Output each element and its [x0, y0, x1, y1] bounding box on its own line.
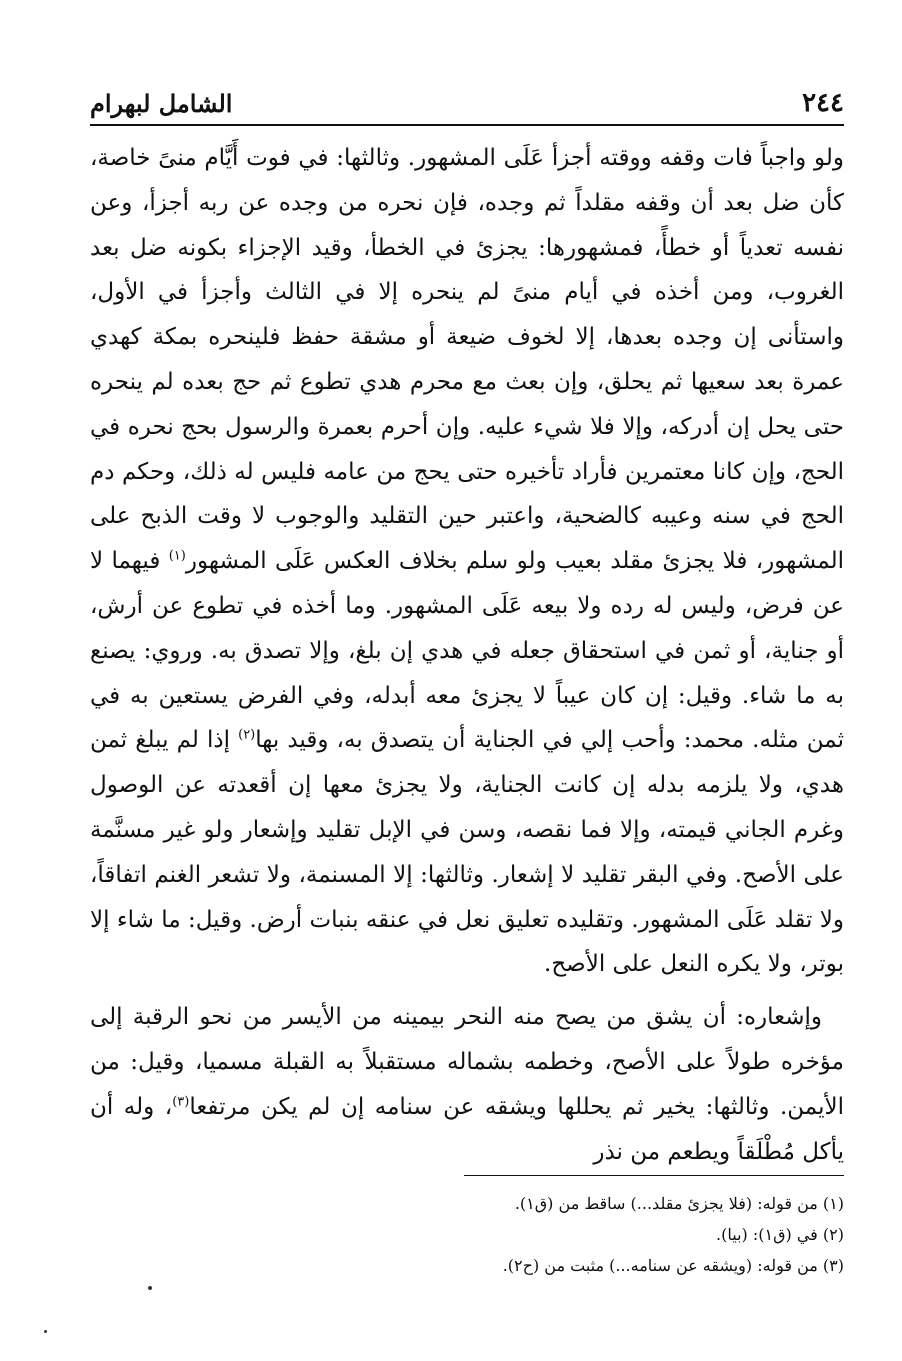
scan-speck	[148, 1286, 152, 1290]
footnote-2: (٢) في (ق١): (بيا).	[716, 1225, 844, 1244]
paragraph-2-text-a: وإشعاره: أن يشق من يصح منه النحر بيمينه من الأيسر من نحو الرقبة إلى مؤخره طولاً على الأصح، وخطمه بشماله مستقبلاً به القبلة مسميا، وقيل: من الأيمن. وثالثها: يخير ثم يحللها ويشقه عن سنامه إن لم يكن مرتفعا	[90, 1004, 844, 1120]
page-number: ٢٤٤	[802, 88, 844, 118]
paragraph-1-text-b: فيهما لا عن فرض، وليس له رده ولا بيعه عَلَى المشهور. وما أخذه في تطوع عن أرش، أو جناية، أو ثمن في استحقاق جعله في هدي إن بلغ، وإلا تصدق به. وروي: يصنع به ما شاء. وقيل: إن كان عيباً لا يجزئ معه أبدله، وفي الفرض يستعين به في ثمن مثله. محمد: وأحب إلي في الجناية أن يتصدق به، وقيد بها	[90, 548, 844, 754]
page-header	[90, 66, 844, 126]
footnote-ref-2: (٢)	[238, 727, 256, 743]
footnote-ref-3: (٣)	[172, 1094, 190, 1110]
paragraph-2-text-b: ، وله أن يأكل مُطْلَقاً ويطعم من نذر	[90, 1093, 844, 1165]
footnote-separator	[464, 1175, 844, 1176]
running-title: الشامل لبهرام	[90, 89, 233, 118]
footnotes	[300, 1188, 844, 1281]
paragraph-1-text-c: إذا لم يبلغ ثمن هدي، ولا يلزمه بدله إن كانت الجناية، ولا يجزئ معها إن أقعدته عن الوصول وغرم الجاني قيمته، وإلا فما نقصه، وسن في الإبل تقليد وإشعار ولو غير مسنَّمة على الأصح. وفي البقر تقليد لا إشعار. وثالثها: إلا المسنمة، ولا تشعر الغنم اتفاقاً، ولا تقلد عَلَى المشهور. وتقليده تعليق نعل في عنقه بنبات أرض. وقيل: ما شاء إلا بوتر، ولا يكره النعل على الأصح.	[90, 727, 844, 978]
footnote-1: (١) من قوله: (فلا يجزئ مقلد...) ساقط من (ق١).	[514, 1194, 844, 1213]
paragraph-2	[90, 995, 844, 1174]
scan-speck	[44, 1330, 47, 1333]
footnote-3: (٣) من قوله: (ويشقه عن سنامه...) مثبت من (ح٢).	[502, 1256, 844, 1275]
footnote-ref-1: (١)	[168, 548, 186, 564]
main-text	[90, 136, 844, 1174]
paragraph-1	[90, 136, 844, 987]
paragraph-1-text-a: ولو واجباً فات وقفه ووقته أجزأ عَلَى المشهور. وثالثها: في فوت أَيَّام منىً خاصة، كأن ضل بعد أن وقفه مقلداً ثم وجده، فإن نحره من وجده عن ربه أجزأ، وعن نفسه تعدياً أو خطأً، فمشهورها: يجزئ في الخطأ، وقيد الإجزاء بكونه ضل بعد الغروب، ومن أخذه في أيام منىً لم ينحره إلا في الثالث وأجزأ في الأول، واستأنى إن وجده بعدها، إلا لخوف ضيعة أو مشقة حفظ فلينحره بمكة كهدي عمرة بعد سعيها ثم يحلق، وإن بعث مع محرم هدي تطوع ثم حج بعده لم ينحره حتى يحل إن أدركه، وإلا فلا شيء عليه. وإن أحرم بعمرة والرسول بحج نحره في الحج، وإن كانا معتمرين فأراد تأخيره حتى يحج من عامه فليس له ذلك، وحكم دم الحج في سنه وعيبه كالضحية، واعتبر حين التقليد والوجوب لا وقت الذبح على المشهور، فلا يجزئ مقلد بعيب ولو سلم بخلاف العكس عَلَى المشهور	[90, 145, 844, 575]
